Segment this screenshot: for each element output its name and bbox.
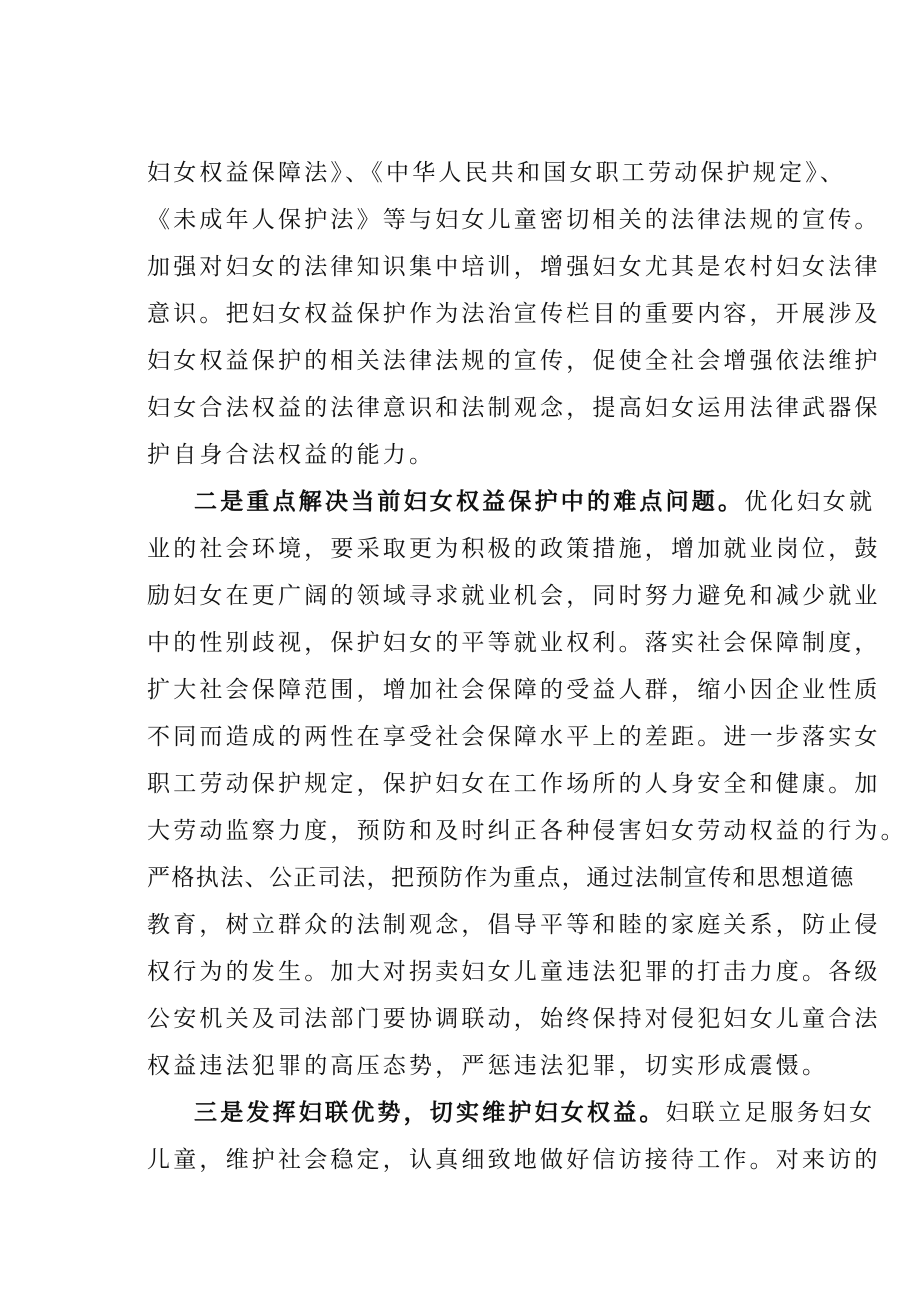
paragraph-line: 妇女合法权益的法律意识和法制观念，提高妇女运用法律武器保 [147, 395, 881, 421]
paragraph-line: 儿童，维护社会稳定，认真细致地做好信访接待工作。对来访的 [147, 1147, 881, 1173]
section-3-first-line [194, 1098, 874, 1128]
paragraph-line: 权行为的发生。加大对拐卖妇女儿童违法犯罪的打击力度。各级 [147, 959, 881, 985]
paragraph-line: 加强对妇女的法律知识集中培训，增强妇女尤其是农村妇女法律 [147, 254, 881, 280]
paragraph-line: 《未成年人保护法》等与妇女儿童密切相关的法律法规的宣传。 [147, 207, 881, 233]
paragraph-line: 不同而造成的两性在享受社会保障水平上的差距。进一步落实女 [147, 724, 881, 750]
paragraph-line: 中的性别歧视，保护妇女的平等就业权利。落实社会保障制度， [147, 630, 881, 656]
paragraph-line: 妇女权益保障法》、《中华人民共和国女职工劳动保护规定》、 [147, 160, 847, 186]
section-2-heading: 二是重点解决当前妇女权益保护中的难点问题。 [194, 488, 745, 515]
section-3-first-line-text: 妇联立足服务妇女 [665, 1100, 876, 1126]
paragraph-line: 励妇女在更广阔的领域寻求就业机会，同时努力避免和减少就业 [147, 583, 881, 609]
paragraph-line: 职工劳动保护规定，保护妇女在工作场所的人身安全和健康。加 [147, 771, 881, 797]
paragraph-line: 权益违法犯罪的高压态势，严惩违法犯罪，切实形成震慑。 [147, 1053, 829, 1079]
paragraph-line: 公安机关及司法部门要协调联动，始终保持对侵犯妇女儿童合法 [147, 1006, 881, 1032]
paragraph-line: 护自身合法权益的能力。 [147, 442, 436, 468]
paragraph-line: 教育，树立群众的法制观念，倡导平等和睦的家庭关系，防止侵 [147, 912, 881, 938]
paragraph-line: 扩大社会保障范围，增加社会保障的受益人群，缩小因企业性质 [147, 677, 881, 703]
paragraph-line: 妇女权益保护的相关法律法规的宣传，促使全社会增强依法维护 [147, 348, 881, 374]
paragraph-line: 业的社会环境，要采取更为积极的政策措施，增加就业岗位，鼓 [147, 536, 881, 562]
section-3-heading: 三是发挥妇联优势，切实维护妇女权益。 [194, 1099, 666, 1126]
paragraph-line: 大劳动监察力度，预防和及时纠正各种侵害妇女劳动权益的行为。 [147, 818, 907, 844]
section-2-first-line [194, 487, 874, 517]
paragraph-line: 严格执法、公正司法，把预防作为重点，通过法制宣传和思想道德 [147, 865, 855, 891]
paragraph-line: 意识。把妇女权益保护作为法治宣传栏目的重要内容，开展涉及 [147, 301, 881, 327]
section-2-first-line-text: 优化妇女就 [744, 489, 876, 515]
